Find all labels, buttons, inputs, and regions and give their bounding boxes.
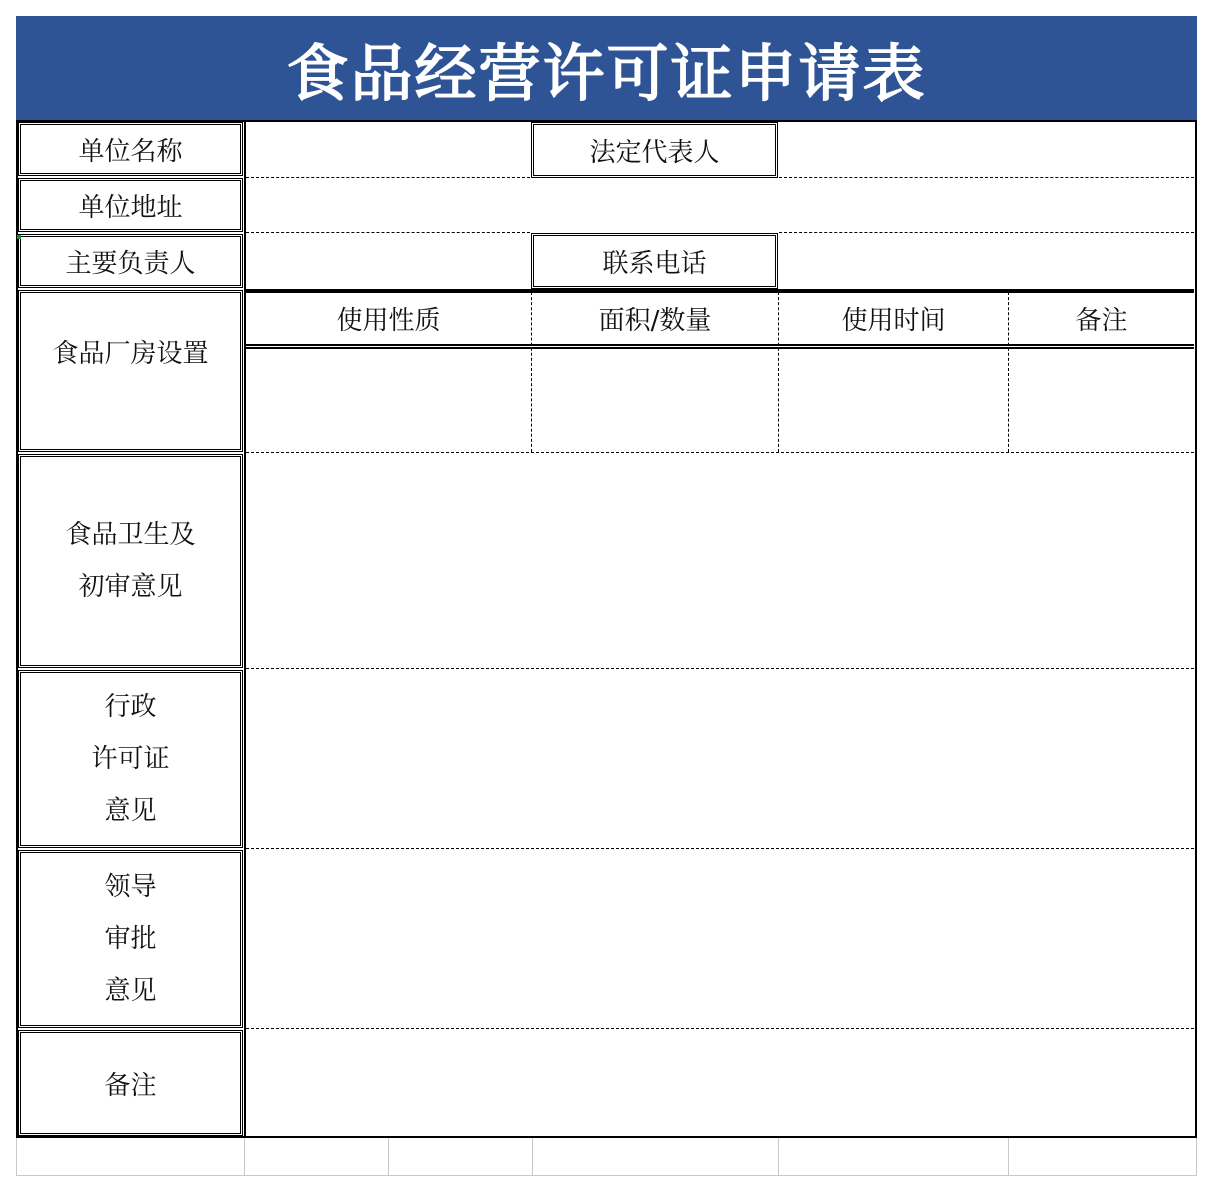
plant-usage-cell[interactable]	[246, 349, 530, 452]
hygiene-opinion-field[interactable]	[246, 454, 1194, 667]
label-hygiene-line2: 初审意见	[78, 572, 183, 602]
row-divider	[779, 232, 1194, 233]
label-admin-opinion	[18, 670, 243, 848]
label-legal-rep: 法定代表人	[531, 122, 778, 178]
grid-line	[244, 1138, 245, 1176]
unit-name-field[interactable]	[246, 122, 530, 176]
plant-col-divider	[778, 292, 779, 452]
plant-col-divider	[531, 292, 532, 452]
label-hygiene-line1: 食品卫生及	[65, 520, 196, 550]
row-divider	[246, 668, 1194, 669]
plant-header-remarks: 备注	[1075, 305, 1128, 336]
label-main-person: 主要负责人	[18, 234, 243, 288]
plant-header-time: 使用时间	[841, 305, 946, 336]
grid-line	[778, 1138, 779, 1176]
label-admin-line3: 意见	[104, 796, 157, 826]
phone-field[interactable]	[779, 234, 1194, 288]
form-title: 食品经营许可证申请表	[16, 16, 1197, 120]
leader-opinion-field[interactable]	[246, 850, 1194, 1027]
plant-header-area: 面积/数量	[598, 305, 712, 336]
label-leader-line2: 审批	[104, 924, 157, 954]
grid-line	[532, 1138, 533, 1176]
plant-col-divider	[1008, 292, 1009, 452]
grid-line	[388, 1138, 389, 1176]
spreadsheet-grid-row	[16, 1138, 1197, 1176]
unit-address-field[interactable]	[246, 178, 1194, 232]
label-leader-line1: 领导	[104, 872, 157, 902]
admin-opinion-field[interactable]	[246, 670, 1194, 847]
plant-header-usage: 使用性质	[336, 305, 441, 336]
plant-time-cell[interactable]	[780, 349, 1007, 452]
row-divider	[246, 1028, 1194, 1029]
label-phone: 联系电话	[531, 233, 778, 289]
remarks-field[interactable]	[246, 1030, 1194, 1136]
label-unit-address: 单位地址	[18, 178, 243, 232]
main-person-field[interactable]	[246, 234, 530, 288]
plant-remarks-cell[interactable]	[1010, 349, 1194, 452]
row-divider	[246, 452, 1194, 453]
label-hygiene-opinion	[18, 454, 243, 668]
label-food-plant: 食品厂房设置	[18, 290, 243, 452]
label-remarks: 备注	[18, 1030, 243, 1136]
grid-line	[1008, 1138, 1009, 1176]
label-admin-line2: 许可证	[91, 744, 170, 774]
row-divider	[246, 177, 530, 178]
row-divider	[246, 232, 530, 233]
label-unit-name: 单位名称	[18, 122, 243, 176]
row-divider	[246, 848, 1194, 849]
label-leader-line3: 意见	[104, 976, 157, 1006]
plant-area-cell[interactable]	[533, 349, 777, 452]
legal-rep-field[interactable]	[779, 122, 1194, 176]
plant-header-bottom	[246, 344, 1194, 346]
row-divider	[779, 177, 1194, 178]
label-leader-opinion	[18, 850, 243, 1028]
label-admin-line1: 行政	[104, 692, 157, 722]
cell-comment-indicator	[17, 235, 21, 239]
